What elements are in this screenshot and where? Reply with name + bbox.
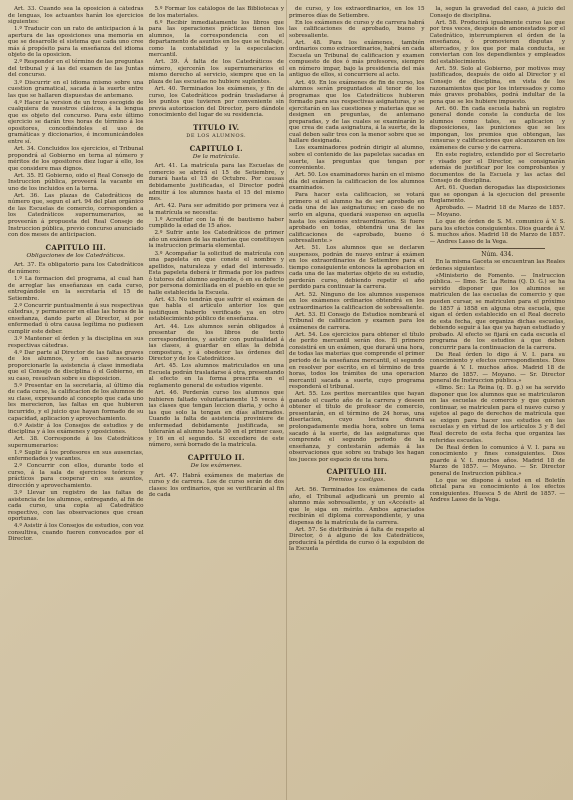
chapter-subheading: Premios y castigos. <box>328 477 386 484</box>
paragraph: En la misma Gaceta se encuentran las Reales órdenes siguientes: <box>429 259 565 272</box>
paragraph: En este registro, extendido por el Secretario y visado por el Director, se consignarán además de justificar por los comprobantes y documentos de la Escuela y las actas del Consejo de disciplina. <box>429 152 565 185</box>
paragraph: Art. 54. Los ejercicios para obtener el título de perito mercantil serán dos. El primero consistirá en un exámen, que durará una hora, de todas las materias que comprende el primer periodo de la enseñanza mercantil, el segundo en resolver por escrito, en el término de tres horas, todos los trámites de una operacion mercantil sacada a suerte, cuyo programa responderá el tribunal. <box>289 331 425 391</box>
paragraph: 3.º Acompañar la solicitud de matrícula con una papeleta en que conste el nombre y apellidos, naturaleza y edad del interesado. Esta papeleta deberá ir firmada por los padres ó tutores del alumno aspirante, ó en su defecto por persona domiciliada en el pueblo en que se halle establecida la Escuela. <box>148 250 284 296</box>
section-number: Núm. 434. <box>481 251 514 259</box>
column-4-body <box>430 6 566 205</box>
paragraph: 3.º Mantener el órden y la disciplina en sus respectivas cátedras. <box>8 335 144 349</box>
paragraph: Art. 58. Producirá igualmente curso las que por tres veces, después de amonestados por el Catedrático, interrumpieren el órden de la enseñanza, ó promovieren disputas y altercados, y los que por mala conducta, se conviertan con los dependientes y empleados del establecimiento. <box>429 19 565 65</box>
paragraph: Art. 56. Terminados los exámenes de cada año, el Tribunal adjudicará un premio al alumno más sobresaliente, y un «Accésit» al que le siga en mérito. Ambos agraciados recibirán el diploma correspondiente, y una dispensa de la matrícula de la carrera. <box>289 487 425 526</box>
paragraph: Art. 48. Para los exámenes, también ordinarios como extraordinarios, habrá en cada Escuela un Tribunal de calificacion y examen compuesto de dos ó más profesores, siempre en número impar, bajo la presidencia del más antiguo de ellos, si concurriere al acto. <box>289 39 425 79</box>
paragraph: Art. 55. Los peritos mercantiles que hayan ganado el cuarto año de la carrera y deseen obtener el título de profesor de comercio, presentarán, en el término de 24 horas, una disertacion, cuyo lectura durará prolongadamente media hora, sobre un tema sacado á la suerte, de las asignaturas que comprende el segundo periodo de la enseñanza, y contestarán además á las observaciones que sobre su trabajo les hagan los jueces por espacio de una hora. <box>289 391 425 463</box>
column-2-body <box>149 6 285 119</box>
chapter-heading: CAPITULO I. <box>189 143 243 153</box>
column-3-body <box>289 6 425 463</box>
paragraph: Art. 36. Las plazas de Catedráticos de número que, segun el art. 94 del plan orgánico de las Escuelas de comercio, corresponden a los Catedráticos supernumerarios, se proveerán á propuesta del Real Consejo de Instruccion pública, previo concurso anunciado con dos meses de anticipacion. <box>8 192 144 239</box>
paragraph: 2.º Concurrir con ellos, durante todo el curso, á la sala de ejercicios teóricos y prácticos para cooperar en sus asuntos, dirección y aprovechamiento. <box>8 463 144 489</box>
paragraph: 1.º Suplir á los profesores en sus ausencias, enfermedades y vacantes. <box>8 449 144 463</box>
paragraph: Art. 49. En los exámenes de fin de curso, los alumnos serán preguntados al tenor de los programas que los Catedráticos hubieren formado para sus respectivas asignaturas, y se ejercitarán en las cuestiones y materias que se designen en preguntas, de antemano preparadas, y de las cuales se examinarán lo que crea de cada asignatura, á la suerte, de la cual deben salir tres con la menor sobre que se hallare designada. <box>289 79 425 145</box>
paragraph: Art. 59. Solo al Gobierno, por motivos muy justificados, después de oido al Director y el Consejo de disciplina, en vista de los razonamientos que por los interesados y como más graves probables, podrá indultar de la pena que se les hubiere impuesto. <box>429 65 565 105</box>
column-2 <box>149 6 285 800</box>
column-1-body-2 <box>8 262 144 542</box>
paragraph: 4.º Dar parte al Director de las faltas graves de los alumnos, y en caso necesario proporcionarle la asistencia á clase inmediata que el Consejo de disciplina ó el Gobierno, en su caso, resuelvan sobre su disposicion. <box>8 349 144 382</box>
column-3 <box>289 6 425 800</box>
paragraph: 6.º Asistir á los Consejos de estudios y de disciplina y á los exámenes y oposiciones. <box>8 422 144 436</box>
paragraph: la, segun la gravedad del caso, á juicio del Consejo de disciplina. <box>429 6 565 19</box>
paragraph: En los exámenes de curso y de carrera habrá las calificaciones de aprobado, bueno y sobresaliente. <box>289 19 425 39</box>
paragraph: de curso, y los extraordinarios, en los 15 primeros días de Setiembre. <box>289 6 425 19</box>
paragraph: Art. 38. Corresponde á los Catedráticos supernumerarios: <box>8 436 144 449</box>
paragraph: Art. 35. El Gobierno, oido el Real Consejo de Instruccion pública, proveerá la vacante en uno de los incluidos en la terna. <box>8 172 144 192</box>
section-divider <box>450 248 546 249</box>
paragraph: 3.º Discurrir en el idioma mismo sobre una cuestion gramatical, sacada á la suerte entre las que se hallaren dispuestas de antemano. <box>8 79 144 99</box>
paragraph: Art. 57. Se distribuirán á falta de respeto al Director, ó á alguno de los Catedráticos, producirá la pérdida de curso ó la expulsion de la Escuela <box>289 526 425 553</box>
column-3-body-2 <box>289 487 425 553</box>
paragraph: De Real órden lo digo á V. I. para su conocimiento y efectos correspondientes. Dios guarde á V. I. muchos años. Madrid 18 de Marzo de 1857. — Moyano. — Sr. Director general de Instruccion pública.» <box>429 351 565 385</box>
paragraph: Art. 52. Ninguno de los alumnos suspensos en los exámenes ordinarios obtendrá en los extraordinarios la calificacion de sobresaliente. <box>289 291 425 311</box>
paragraph: 2.º Sufrir ante los Catedráticos de primer año un exámen de las materias que constituyen la instruccion primaria elemental. <box>148 230 284 250</box>
paragraph: Art. 42. Para ser admitido por primera vez á la matrícula se necesita: <box>148 203 284 216</box>
paragraph: Art. 34. Concluidos los ejercicios, el Tribunal propondrá al Gobierno en terna al número y méritos de los opositores diez lugar á ello, los que considere mas dignos. <box>8 145 144 172</box>
column-4-body-2 <box>430 259 566 504</box>
paragraph: 2.º Concurrir puntualmente á sus respectivas cátedras, y permanecer en ellas las horas de la enseñanza, dando parte al Director, si por enfermedad ú otra causa legítima no pudiesen cumplir este deber. <box>8 302 144 335</box>
paper-fold-line <box>286 0 287 800</box>
paragraph: 1.º La formacion del programa, al cual han de arreglar las enseñanzas en cada curso, entregándole en la secretaría el 15 de Setiembre. <box>8 276 144 302</box>
signature-approval: Aprobado. — Madrid 18 de Marzo de 1857. — Moyano. <box>429 205 565 218</box>
paragraph: 3.º Llevar un registro de las faltas de asistencia de los alumnos, entregando, al fin de cada curso, una copia al Catedrático respectivo, con las observaciones que crean oportunas. <box>8 490 144 523</box>
paragraph: 4.º Hacer la version de un trozo escogido de cualquiera de nuestros clásicos, á la lengua que es objeto del concurso. Para este último ejercicio se darán tres horas de término á los opositores, concediéndoles el uso de gramáticas y diccionarios, é incomunicándoles entre sí. <box>8 99 144 145</box>
paragraph: Art. 41. La matrícula para las Escuelas de comercio se abrirá el 15 de Setiembre, y durará hasta el 15 de Octubre. Por causas debidamente justificadas, el Director podrá admitir á los alumnos hasta el 15 del mismo mes. <box>148 163 284 203</box>
paragraph: Art. 40. Terminados los exámenes, y fin de curso, los Catedráticos podrán trasladarse á los puntos que tuvieren por conveniente sin previa autorizacion del Director, pero dándole conocimiento del lugar de su residencia. <box>148 86 284 119</box>
chapter-heading: CAPITULO III. <box>45 242 106 252</box>
title-subheading: DE LOS ALUMNOS. <box>186 132 247 139</box>
paragraph: Art. 50. Los examinadores harán en el mismo día del exámen la calificacion de los alumnos examinados. <box>289 172 425 192</box>
paragraph: Art. 51. Los alumnos que se declaren suspensos, podrán de nuevo entrar á exámen en los extraordinarios de Setiembre para el tiempo consiguiente entonces la aprobacion en cada una de las materias objeto de su estudio, perderán curso, debiendo repetir el año perdido para continuar la carrera. <box>289 245 425 291</box>
paragraph: Art. 43. No tendrán que sufrir el exámen de que habla el artículo anterior los que justifiquen haberlo verificado ya en otro establecimiento público de enseñanza. <box>148 296 284 323</box>
paragraph: Art. 47. Habrá exámenes de materias de curso y de carrera. Los de curso serán de dos clases: los ordinarios, que se verificarán al fin de cada <box>148 472 284 499</box>
chapter-heading: CAPITULO II. <box>187 452 245 462</box>
chapter-subheading: De la matrícula. <box>192 153 240 160</box>
column-2-body-3 <box>149 473 285 499</box>
paragraph: Art. 44. Los alumnos serán obligados á presentar de los libros de texto correspondientes, y asistir con puntualidad á las clases, á guardar en ellas la debida compostura, y á obedecer las órdenes del Director y de los Catedráticos. <box>148 323 284 363</box>
chapter-subheading: Obligaciones de los Catedráticos. <box>26 252 125 259</box>
paragraph: Los examinadores podrán dirigir al alumno, sobre el contenido de las papeletas sacadas en suerte, las preguntas que tengan por conveniente. <box>289 145 425 172</box>
column-1-body <box>8 6 144 239</box>
chapter-heading: CAPITULO III. <box>326 467 387 477</box>
paragraph: 1.º Acreditar con la fé de bautismo haber cumplido la edad de 15 años. <box>148 216 284 230</box>
paragraph: 5.º Formar los catálogos de las Bibliotecas y de los materiales. <box>148 6 284 19</box>
signature-paragraph: Lo que de órden de S. M. comunico á V. S. para los efectos consiguientes. Dios guarde á V. S. muchos años. Madrid 18 de Marzo de 1857. — Andres Lasso de la Vega. <box>429 219 565 245</box>
chapter-subheading: De los exámenes. <box>190 462 242 469</box>
paragraph: 6.º Recibir inmediatamente los libros que para las operaciones prácticas tienen los alumnos, la correspondencia con el departamento de asuntos en los que se trabaje, como la contabilidad y la especulacion mercantil. <box>148 19 284 59</box>
paragraph: Art. 46. Perderán curso los alumnos que hubieren faltado voluntariamente 15 veces á las clases que tengan leccion diaria, y ocho á las que solo la tengan en días alternados. Cuando la falta de asistencia proviniere de enfermedad debidamente justificada, se tolerarán al alumno hasta 30 en el primer caso, y 16 en el segundo. Si excediere de este número, será borrado de la matrícula. <box>148 389 284 449</box>
paragraph: «Ilmo. Sr.: La Reina (q. D. g.) se ha servido disponer que los alumnos que se matricularon en las escuelas de comercio y que quieran continuar, se matriculen para el nuevo curso y sujetos al pago de derechos de matrícula que se exigen para hacer sus estudios en las escuelas y en virtud de los artículos 3 y 8 del Real decreto de esta fecha que organiza las referidas escuelas. <box>429 385 565 444</box>
column-1 <box>8 6 144 800</box>
paragraph: Art. 39. Á falta de los Catedráticos de número, ejercerán los supernumerarios el mismo derecho al servicio, siempre que en la plaza de las escuelas no hubiere suplentes. <box>148 59 284 86</box>
paragraph: Art. 60. En cada escuela habrá un registro general donde conste la conducta de los alumnos como tales, su aplicacion y disposiciones, las puniciones que se les impongan, los premios que obtengan, las censuras y calificaciones que alcanzaren en los exámenes de curso y de carrera. <box>429 105 565 151</box>
paragraph: Art. 53. El Consejo de Estudios nombrará el Tribunal de calificacion y examen para los exámenes de carrera. <box>289 311 425 331</box>
paragraph: 1.º Traducir con un rato de anticipacion á la apertura de las oposiciones una memoria en que se desarrolle el sistema que cada uno cree más á propósito para la enseñanza del idioma objeto de la oposicion. <box>8 26 144 59</box>
paragraph: 2.º Responder en el término de las preguntas del tribunal y á las del examen de las Juntas del concurso. <box>8 59 144 79</box>
paragraph: Art. 61. Quedan derogadas las disposiciones que se opongan á la ejecucion del presente Reglamento. <box>429 185 565 205</box>
paragraph: Art. 45. Los alumnos matriculados en una Escuela podrán trasladarse á otra, presentando al efecto en la forma prescrita en el reglamento general de estudios vigente. <box>148 363 284 389</box>
paragraph: De Real órden lo comunico á V. I. para su conocimiento y fines consiguientes. Dios guarde á V. I. muchos años. Madrid 18 de Marzo de 1857. — Moyano. — Sr. Director general de Instruccion pública.» <box>429 444 565 477</box>
paragraph: Para hacer esta calificacion, se votará primero si el alumno ha de ser aprobado en cada una de las asignaturas; en caso de no serlo en alguna, quedará suspenso en aquella hasta los exámenes extraordinarios. Si fuere aprobado en todas, obtendrá una de las calificaciones de «aprobado, bueno ó sobresaliente.» <box>289 192 425 245</box>
paragraph: Art. 37. Es obligatorio para los Catedráticos de número: <box>8 262 144 275</box>
paragraph: Art. 33. Cuando sea la oposicion á cátedras de lenguas, los actuantes harán los ejercicios siguientes: <box>8 6 144 26</box>
title-heading: TITULO IV. <box>193 122 240 132</box>
paragraph: 5.º Presentar en la secretaría, al último día de cada curso, la calificacion de los alumnos de su clase, expresando al concepto que cada uno les merecieron, las faltas en que hubieren incurrido, y el juicio que hayan formado de su capacidad, aplicacion y aprovechamiento. <box>8 382 144 422</box>
paragraph: Lo que se dispone á usted en el Boletín oficial para su conocimiento á los efectos consiguientes. Huesca 5 de Abril de 1857. — Andres Lasso de la Vega. <box>429 477 565 504</box>
paragraph: 4.º Asistir á los Consejos de estudios, con voz consultiva, cuando fueren convocados por el Director. <box>8 523 144 543</box>
paragraph: «Ministerio de Fomento. — Instruccion pública. — Ilmo. Sr. La Reina (Q. D. G.) se ha servido disponer que los alumnos se matriculen de las escuelas de comercio y que pueden cursar, se matriculen para el próximo de 1857 á 1858 en alguna otra escuela, que sigan el órden establecido en el Real decreto de esta fecha, que organiza dichas escuelas, debiendo seguir á las que ya hayan estudiado y probado. Al efecto se fijará en cada escuela el programa de los estudios á que deben concurrir para la continuacion de la carrera. <box>429 272 565 351</box>
column-4 <box>430 6 566 800</box>
column-2-body-2 <box>149 163 285 449</box>
